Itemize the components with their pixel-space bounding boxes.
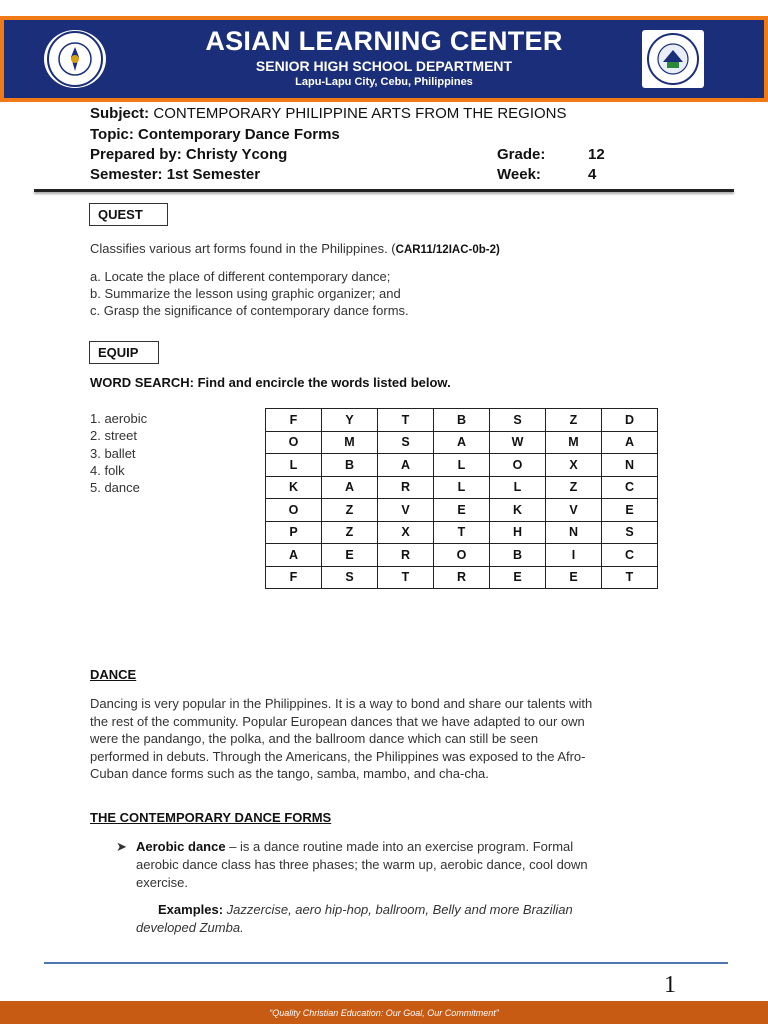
grid-row [266, 566, 658, 589]
grid-cell[interactable]: V [546, 499, 602, 522]
word-search-instruction-text: : Find and encircle the words listed below. [189, 375, 451, 390]
grid-cell[interactable]: L [266, 454, 322, 477]
school-seal-logo [642, 30, 704, 88]
grid-cell[interactable]: B [322, 454, 378, 477]
grid-cell[interactable]: X [378, 521, 434, 544]
week-value: 4 [588, 166, 597, 183]
school-location: Lapu-Lapu City, Cebu, Philippines [295, 76, 473, 88]
aerobic-dance-line-3: exercise. [136, 875, 189, 890]
grid-cell[interactable]: P [266, 521, 322, 544]
dance-paragraph-line: Cuban dance forms such as the tango, samba, mambo, and cha-cha. [90, 766, 489, 782]
grid-row [266, 454, 658, 477]
word-list-item: 1. aerobic [90, 411, 148, 426]
grid-cell[interactable]: V [378, 499, 434, 522]
grid-cell[interactable]: A [602, 431, 658, 454]
dance-heading: DANCE [90, 667, 137, 682]
grid-cell[interactable]: M [546, 431, 602, 454]
aerobic-dance-term: Aerobic dance [136, 839, 226, 854]
grid-row [266, 409, 658, 432]
grid-row [266, 499, 658, 522]
grid-cell[interactable]: E [434, 499, 490, 522]
grid-cell[interactable]: K [490, 499, 546, 522]
word-list-item: 3. ballet [90, 445, 136, 461]
grid-cell[interactable]: W [490, 431, 546, 454]
grid-cell[interactable]: O [490, 454, 546, 477]
header-banner [0, 16, 768, 102]
grid-cell[interactable]: Z [322, 521, 378, 544]
grid-cell[interactable]: M [322, 431, 378, 454]
grade-value: 12 [588, 146, 605, 163]
examples-text: Jazzercise, aero hip-hop, ballroom, Belly and more Brazilian [223, 902, 573, 917]
dance-paragraph [90, 695, 690, 783]
grid-cell[interactable]: E [546, 566, 602, 589]
grid-cell[interactable]: C [602, 544, 658, 567]
grid-cell[interactable]: T [378, 566, 434, 589]
grid-cell[interactable]: Y [322, 409, 378, 432]
grid-row [266, 476, 658, 499]
grid-cell[interactable]: A [322, 476, 378, 499]
grid-cell[interactable]: Z [546, 409, 602, 432]
page-number: 1 [664, 972, 676, 998]
grid-row [266, 544, 658, 567]
grid-cell[interactable]: E [322, 544, 378, 567]
topic-line: Topic: Contemporary Dance Forms [90, 126, 340, 143]
word-list-item: 2. street [90, 428, 137, 444]
grid-cell[interactable]: Z [322, 499, 378, 522]
objective-c: c. Grasp the significance of contemporary dance forms. [90, 303, 409, 318]
grid-cell[interactable]: I [546, 544, 602, 567]
aerobic-dance-line-2: aerobic dance class has three phases; the warm up, aerobic dance, cool down [136, 857, 588, 872]
equip-label-box: EQUIP [89, 341, 159, 364]
objective-b: b. Summarize the lesson using graphic organizer; and [90, 286, 401, 301]
grid-cell[interactable]: A [266, 544, 322, 567]
grid-cell[interactable]: R [434, 566, 490, 589]
arrow-bullet-icon: ➤ [116, 839, 127, 854]
grid-cell[interactable]: O [266, 431, 322, 454]
header-banner-inner [4, 20, 764, 98]
grid-cell[interactable]: T [378, 409, 434, 432]
grid-cell[interactable]: L [490, 476, 546, 499]
grid-cell[interactable]: N [602, 454, 658, 477]
dance-paragraph-line: performed in debuts. Through the Americans, the Philippines was exposed to the Afro- [90, 748, 586, 764]
grid-cell[interactable]: X [546, 454, 602, 477]
grid-cell[interactable]: S [378, 431, 434, 454]
grid-cell[interactable]: K [266, 476, 322, 499]
footer-motto: “Quality Christian Education: Our Goal, Our Commitment” [269, 1008, 499, 1018]
aerobic-dance-definition: – is a dance routine made into an exercise program. Formal [225, 839, 574, 854]
grid-cell[interactable]: B [490, 544, 546, 567]
word-list [90, 410, 147, 496]
word-search-instruction [90, 374, 451, 391]
grid-cell[interactable]: E [490, 566, 546, 589]
grid-row [266, 521, 658, 544]
forms-heading: THE CONTEMPORARY DANCE FORMS [90, 810, 332, 825]
grid-cell[interactable]: A [434, 431, 490, 454]
school-department: SENIOR HIGH SCHOOL DEPARTMENT [255, 58, 513, 74]
grid-cell[interactable]: Z [546, 476, 602, 499]
word-search-title: WORD SEARCH [90, 375, 190, 390]
grid-cell[interactable]: B [434, 409, 490, 432]
grid-cell[interactable]: S [490, 409, 546, 432]
aerobic-dance-bullet [136, 838, 696, 892]
grid-cell[interactable]: N [546, 521, 602, 544]
grid-cell[interactable]: R [378, 544, 434, 567]
subject-line [90, 105, 567, 122]
grid-cell[interactable]: C [602, 476, 658, 499]
word-search-grid [265, 408, 658, 589]
grid-cell[interactable]: S [322, 566, 378, 589]
grid-cell[interactable]: E [602, 499, 658, 522]
dance-paragraph-line: the rest of the community. Popular European dances that we have adapted to our own [90, 713, 585, 729]
aerobic-dance-line-1 [136, 838, 696, 856]
grid-cell[interactable]: T [602, 566, 658, 589]
competency-description: Classifies various art forms found in the Philippines. ( [90, 241, 396, 256]
subject-label: Subject: [90, 105, 150, 122]
competency-code: CAR11/12IAC-0b-2) [395, 244, 500, 256]
examples-label: Examples: [158, 902, 224, 917]
grid-cell[interactable]: A [378, 454, 434, 477]
grade-label: Grade: [497, 146, 546, 163]
grid-cell[interactable]: T [434, 521, 490, 544]
week-label: Week: [497, 166, 541, 183]
grid-cell[interactable]: D [602, 409, 658, 432]
grid-row [266, 431, 658, 454]
examples-line-2: developed Zumba. [136, 920, 244, 935]
footer-divider [44, 962, 728, 964]
objective-a: a. Locate the place of different contemporary dance; [90, 269, 391, 284]
word-list-item: 4. folk [90, 462, 125, 478]
word-list-item: 5. dance [90, 480, 140, 496]
grid-cell[interactable]: O [266, 499, 322, 522]
prepared-by-line: Prepared by: Christy Ycong [90, 146, 288, 163]
examples-line-1 [136, 901, 696, 919]
grid-cell[interactable]: O [434, 544, 490, 567]
competency-text [90, 240, 500, 259]
dance-paragraph-line: Dancing is very popular in the Philippines. It is a way to bond and share our talents with [90, 696, 593, 711]
examples-block [136, 901, 696, 937]
grid-cell[interactable]: F [266, 409, 322, 432]
grid-cell[interactable]: F [266, 566, 322, 589]
grid-cell[interactable]: L [434, 476, 490, 499]
dance-paragraph-line: were the pandango, the polka, and the ballroom dance which can still be seen [90, 731, 539, 747]
semester-line: Semester: 1st Semester [90, 166, 261, 183]
grid-cell[interactable]: R [378, 476, 434, 499]
quest-label-box: QUEST [89, 203, 168, 226]
subject-value: CONTEMPORARY PHILIPPINE ARTS FROM THE REGIONS [153, 105, 567, 122]
school-name: ASIAN LEARNING CENTER [205, 26, 563, 56]
grid-cell[interactable]: S [602, 521, 658, 544]
header-divider [34, 189, 734, 192]
grid-cell[interactable]: L [434, 454, 490, 477]
grid-cell[interactable]: H [490, 521, 546, 544]
